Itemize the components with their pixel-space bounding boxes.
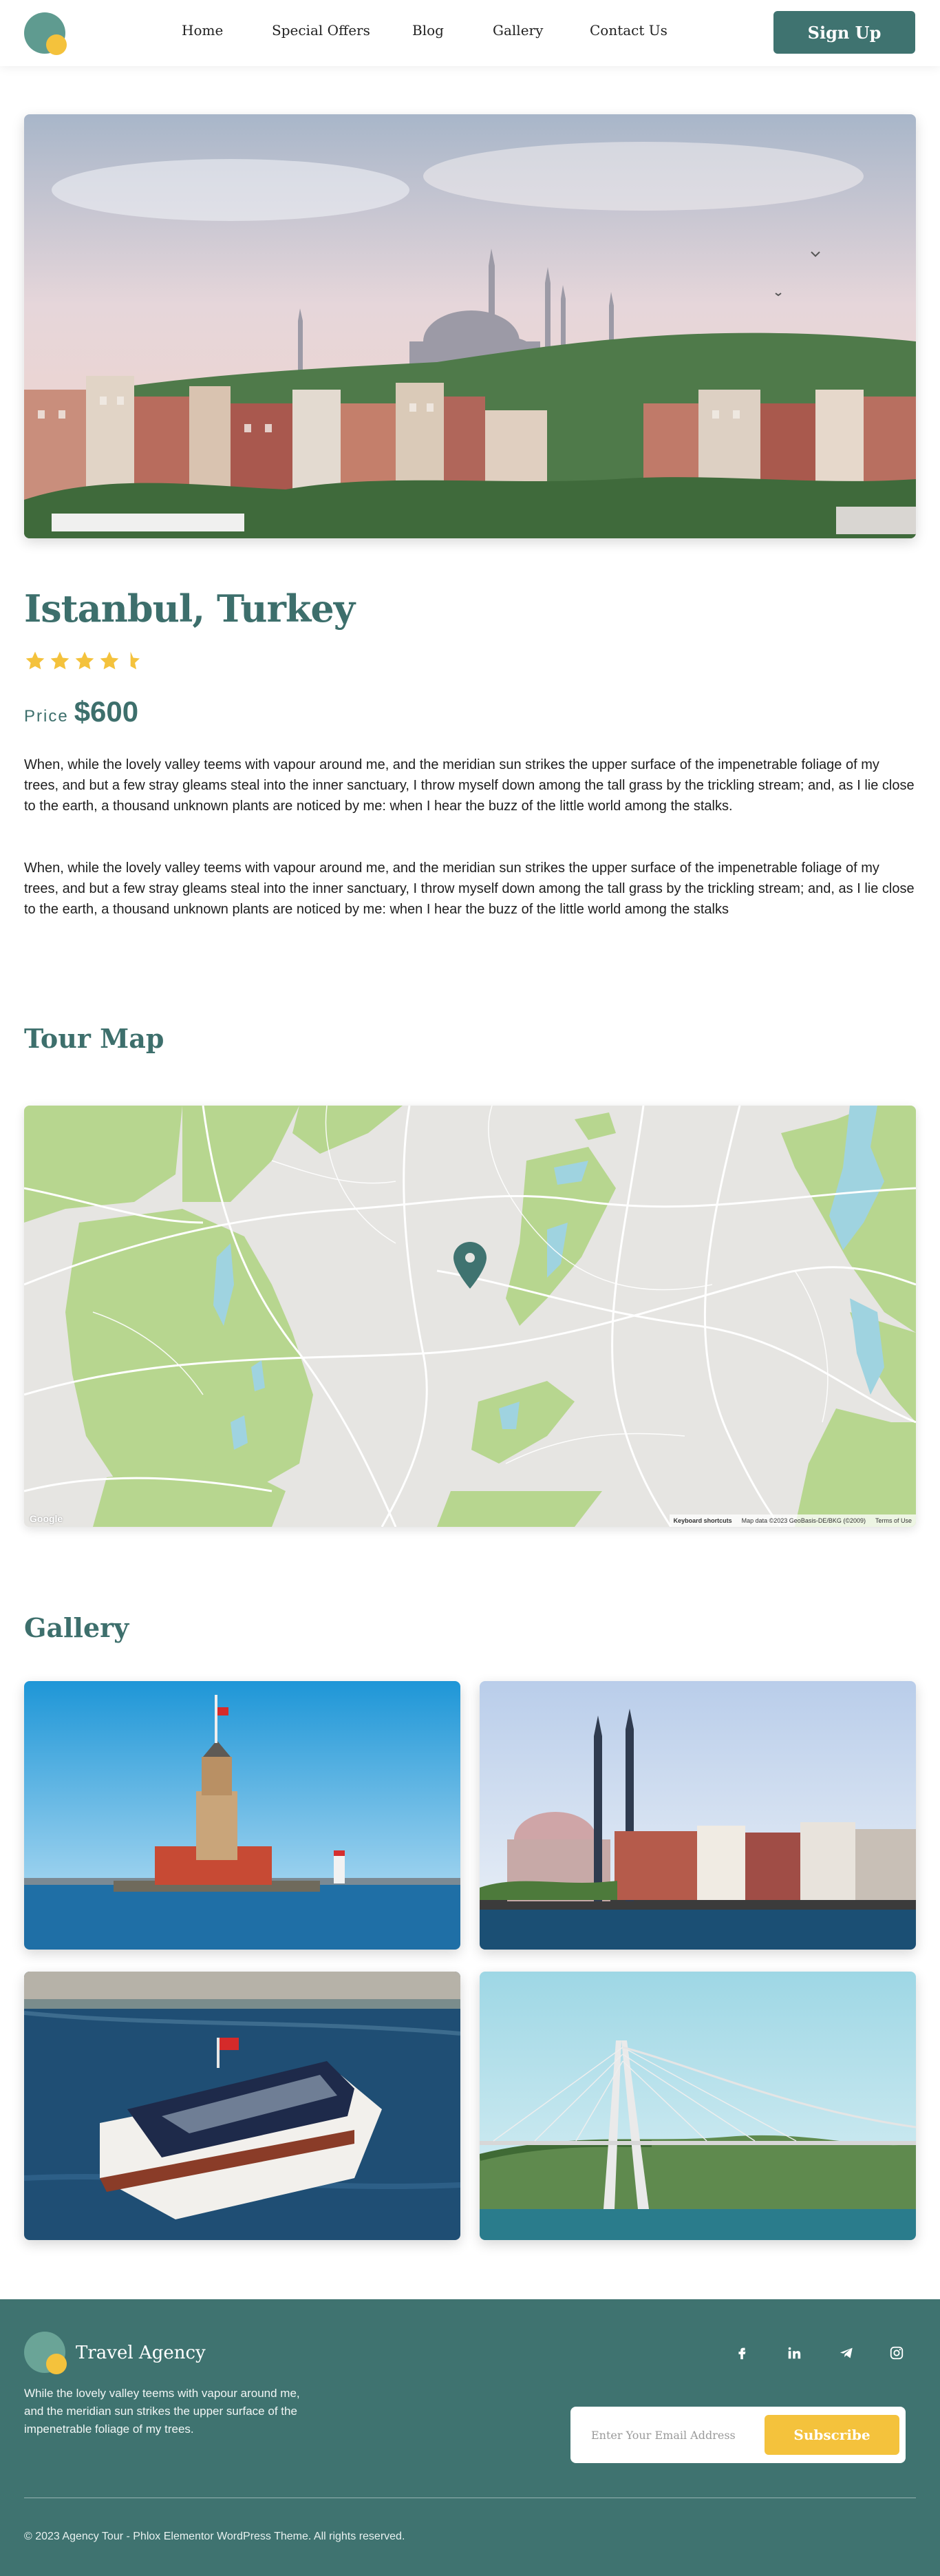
google-logo: Google [30, 1513, 63, 1524]
facebook-icon[interactable] [729, 2341, 754, 2365]
nav-home[interactable]: Home [182, 22, 224, 39]
nav-gallery[interactable]: Gallery [493, 22, 544, 39]
footer-logo[interactable] [24, 2332, 67, 2374]
price-label: Price [24, 707, 69, 726]
tour-map[interactable] [24, 1106, 916, 1527]
site-header [0, 0, 940, 66]
nav-blog[interactable]: Blog [412, 22, 444, 39]
gallery-image-boat[interactable] [24, 1972, 460, 2240]
star-icon [49, 650, 71, 672]
newsletter-form [570, 2407, 906, 2463]
gallery-heading: Gallery [24, 1612, 129, 1643]
description-paragraph-2: When, while the lovely valley teems with vapour around me, and the meridian sun strikes the upper surface of the impenetrable foliage of my trees, and but a few stray gleams steal into the inner sanctuary, I throw myself down among the tall grass by the trickling stream; and, as I lie close to the earth, a thousand unknown plants are noticed by me: when I hear the buzz of the little world among the stalks [24, 861, 915, 917]
star-icon [98, 650, 120, 672]
linkedin-icon[interactable] [782, 2341, 807, 2365]
gallery-image-bridge[interactable] [480, 1972, 916, 2240]
telegram-icon[interactable] [834, 2341, 859, 2365]
nav-special-offers[interactable]: Special Offers [272, 22, 370, 39]
terms-of-use-link[interactable]: Terms of Use [875, 1517, 912, 1524]
email-input[interactable] [591, 2422, 763, 2448]
tour-title: Istanbul, Turkey [24, 587, 355, 631]
price [24, 695, 138, 728]
rating-stars [24, 650, 145, 673]
footer-description: While the lovely valley teems with vapour around me, and the meridian sun strikes the upper surface of the impenetrable foliage of my trees. [24, 2387, 300, 2436]
gallery-image-mosque-waterfront[interactable] [480, 1681, 916, 1950]
map-attribution [670, 1514, 916, 1527]
tour-map-heading: Tour Map [24, 1023, 164, 1054]
price-value: $600 [74, 695, 139, 728]
site-footer [0, 2299, 940, 2576]
subscribe-button[interactable]: Subscribe [765, 2415, 899, 2455]
star-half-icon [123, 650, 145, 672]
gallery-image-maidens-tower[interactable] [24, 1681, 460, 1950]
star-icon [74, 650, 96, 672]
instagram-icon[interactable] [884, 2341, 909, 2365]
nav-contact-us[interactable]: Contact Us [590, 22, 667, 39]
logo-circle-small [46, 2354, 67, 2374]
footer-brand: Travel Agency [76, 2343, 206, 2363]
keyboard-shortcuts-link[interactable]: Keyboard shortcuts [673, 1517, 732, 1524]
copyright-text: © 2023 Agency Tour - Phlox Elementor WordPress Theme. All rights reserved. [24, 2531, 405, 2542]
hero-image-istanbul [24, 114, 916, 538]
star-icon [24, 650, 46, 672]
description-paragraph-1: When, while the lovely valley teems with vapour around me, and the meridian sun strikes the upper surface of the impenetrable foliage of my trees, and but a few stray gleams steal into the inner sanctuary, I throw myself down among the tall grass by the trickling stream; and, as I lie close to the earth, a thousand unknown plants are noticed by me: when I hear the buzz of the little world among the stalks. [24, 757, 915, 814]
map-data-text: Map data ©2023 GeoBasis-DE/BKG (©2009) [741, 1517, 866, 1524]
sign-up-button[interactable]: Sign Up [773, 11, 915, 54]
